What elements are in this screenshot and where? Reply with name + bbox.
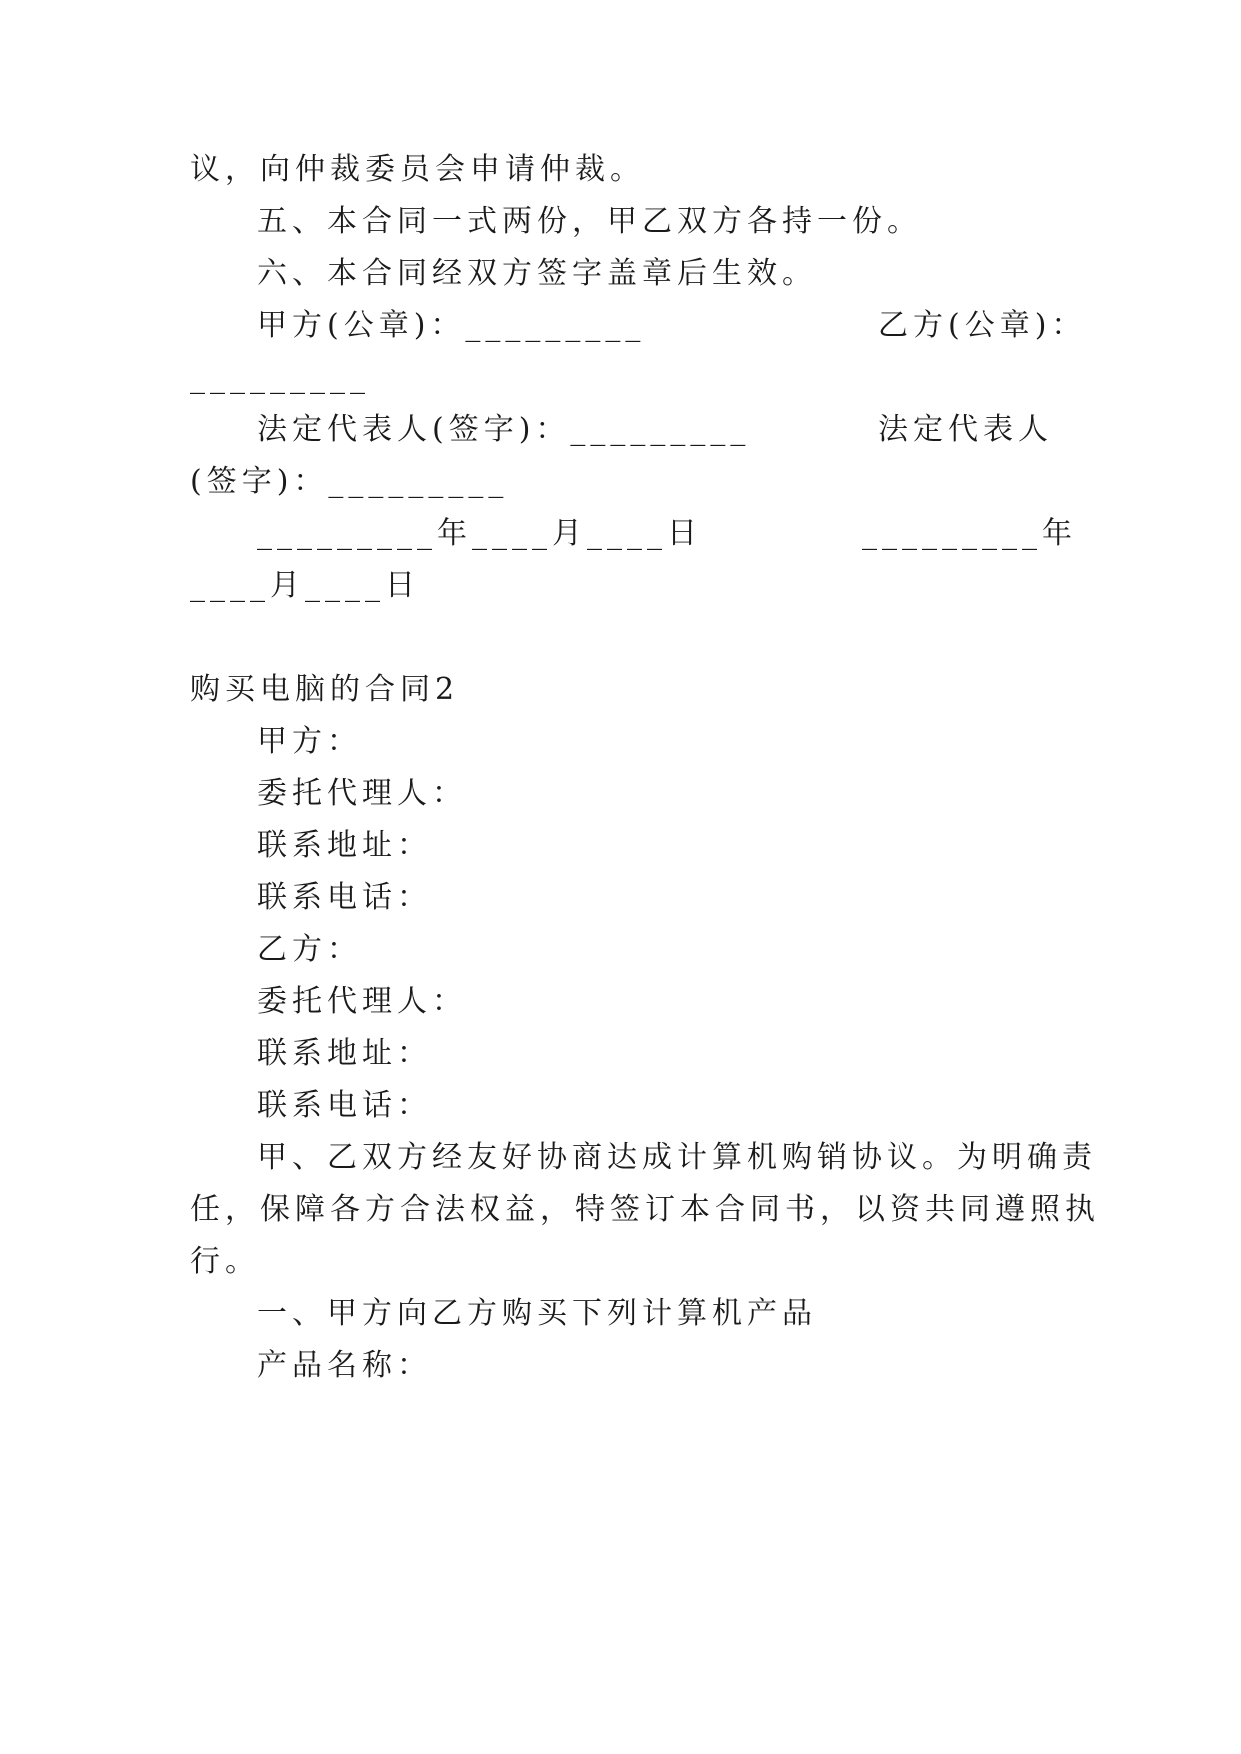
party-a-seal-line: 甲方(公章)：_________	[257, 308, 646, 343]
product-name-label: 产品名称：	[257, 1348, 432, 1383]
party-b-phone-label: 联系电话：	[257, 1088, 432, 1123]
party-b-representative-cont: (签字)：_________	[190, 464, 509, 499]
party-b-seal-label: 乙方(公章)：	[878, 308, 1087, 343]
party-a-representative-line: 法定代表人(签字)：_________	[257, 412, 751, 447]
party-a-phone-label: 联系电话：	[257, 880, 432, 915]
text-line-arbitration-tail: 议，向仲裁委员会申请仲裁。	[190, 152, 645, 187]
party-b-address-label: 联系地址：	[257, 1036, 432, 1071]
clause-six: 六、本合同经双方签字盖章后生效。	[257, 256, 817, 291]
clause-one: 一、甲方向乙方购买下列计算机产品	[257, 1296, 817, 1331]
party-a-address-label: 联系地址：	[257, 828, 432, 863]
party-b-date-cont: ____月____日	[190, 568, 420, 603]
intro-paragraph-line-2: 任，保障各方合法权益，特签订本合同书，以资共同遵照执	[190, 1192, 1100, 1227]
party-a-date-line: _________年____月____日	[257, 516, 702, 551]
party-b-label: 乙方：	[257, 932, 362, 967]
party-b-seal-blank: _________	[190, 360, 370, 395]
contract-2-title: 购买电脑的合同2	[190, 672, 460, 707]
party-b-agent-label: 委托代理人：	[257, 984, 467, 1019]
party-b-representative-label: 法定代表人	[878, 412, 1053, 447]
intro-paragraph-line-3: 行。	[190, 1244, 260, 1279]
intro-paragraph-line-1: 甲、乙双方经友好协商达成计算机购销协议。为明确责	[257, 1140, 1097, 1175]
clause-five: 五、本合同一式两份，甲乙双方各持一份。	[257, 204, 922, 239]
party-b-date-year: _________年	[862, 516, 1077, 551]
party-a-agent-label: 委托代理人：	[257, 776, 467, 811]
party-a-label: 甲方：	[257, 724, 362, 759]
